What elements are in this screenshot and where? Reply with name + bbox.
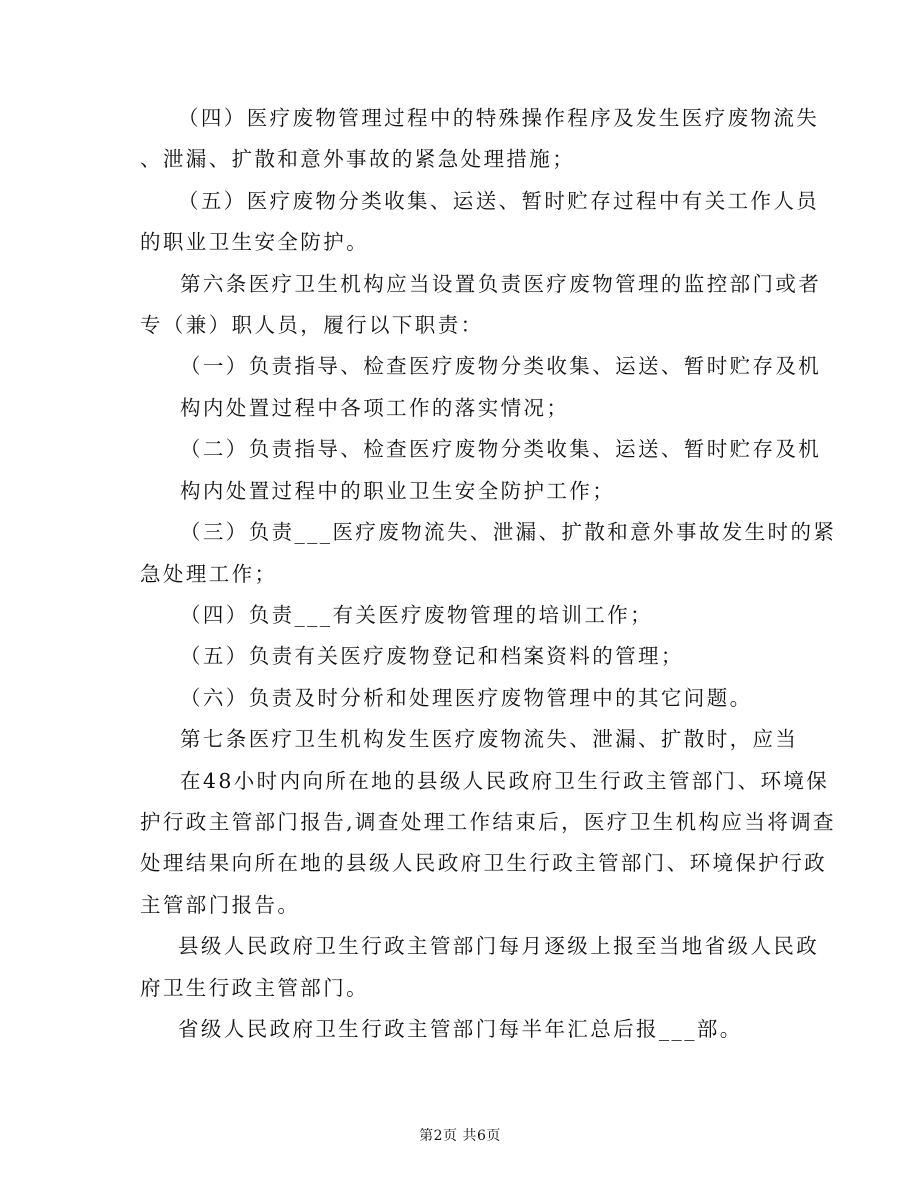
text-line: 府卫生行政主管部门。 [140,976,369,1000]
text-line: 、泄漏、扩散和意外事故的紧急处理措施； [140,147,576,171]
text-line: （五）医疗废物分类收集、运送、暂时贮存过程中有关工作人员 [178,189,820,213]
text-line: 第六条医疗卫生机构应当设置负责医疗废物管理的监控部门或者 [180,272,822,296]
text-line: 构内处置过程中各项工作的落实情况； [180,396,570,420]
text-line: 县级人民政府卫生行政主管部门每月逐级上报至当地省级人民政 [178,934,820,958]
text-line: 省级人民政府卫生行政主管部门每半年汇总后报___部。 [178,1017,743,1041]
text-line: 处理结果向所在地的县级人民政府卫生行政主管部门、环境保护行政 [140,851,827,875]
text-line: 护行政主管部门报告,调查处理工作结束后，医疗卫生机构应当将调查 [140,810,836,834]
text-line: 在48小时内向所在地的县级人民政府卫生行政主管部门、环境保 [180,769,830,793]
text-line: （六）负责及时分析和处理医疗废物管理中的其它问题。 [180,686,753,710]
text-line: （四）负责___有关医疗废物管理的培训工作； [180,603,654,627]
text-line: （二）负责指导、检查医疗废物分类收集、运送、暂时贮存及机 [180,437,822,461]
text-line: 专（兼）职人员，履行以下职责： [140,313,484,337]
text-line: 第七条医疗卫生机构发生医疗废物流失、泄漏、扩散时，应当 [180,727,799,751]
page-number-footer: 第2页 共6页 [419,1128,501,1144]
text-line: 急处理工作； [140,562,278,586]
text-line: 主管部门报告。 [140,893,301,917]
text-line: （三）负责___医疗废物流失、泄漏、扩散和意外事故发生时的紧 [180,520,837,544]
text-line: 构内处置过程中的职业卫生安全防护工作； [180,479,616,503]
text-line: （五）负责有关医疗废物登记和档案资料的管理； [180,644,684,668]
text-line: 的职业卫生安全防护。 [140,230,369,254]
text-line: （一）负责指导、检查医疗废物分类收集、运送、暂时贮存及机 [180,354,822,378]
text-line: （四）医疗废物管理过程中的特殊操作程序及发生医疗废物流失 [178,106,820,130]
